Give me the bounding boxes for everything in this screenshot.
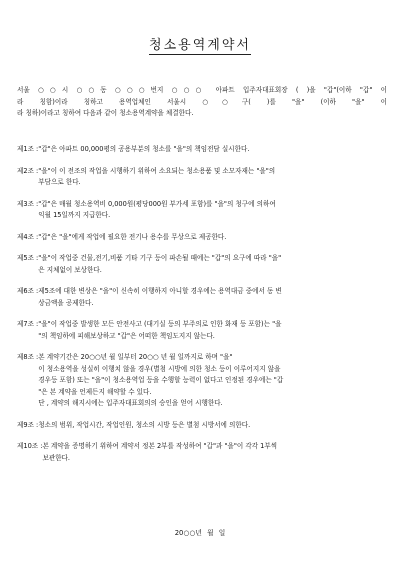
clause-1 — [17, 144, 387, 156]
clause-line: 이 청소용역을 성실히 이행치 않을 경우(별첨 시방에 의한 청소 등이 이루어지지 않을 — [38, 364, 281, 373]
page-title: 청소용역계약서 — [149, 38, 251, 53]
clause-text — [38, 352, 387, 410]
clause-line: 제5조에 대한 변상은 "을"이 신속히 이행하지 아니할 경우에는 용역대금 중에서 동 변 — [38, 287, 282, 295]
intro-line: 라 칭하)이라고 칭하여 다음과 같이 청소용역계약을 체결한다. — [17, 109, 194, 117]
clause-text — [38, 253, 387, 276]
clause-8 — [17, 352, 387, 410]
clause-9 — [17, 420, 387, 432]
clause-text — [38, 319, 387, 342]
clause-line: 보관한다. — [42, 453, 71, 462]
clause-line: 본 계약을 증명하기 위하여 계약서 정본 2부를 작성하여 "갑"과 "을"이 각각 1부씩 — [42, 442, 278, 450]
clause-number: 제1조 : — [17, 145, 39, 153]
clause-line: 부담으로 한다. — [38, 178, 81, 186]
clause-3 — [17, 199, 387, 222]
clause-6 — [17, 286, 387, 309]
clause-line: "의 책임하에 피해보상하고 "갑"은 어떠한 책임도지지 않는다. — [38, 331, 215, 340]
clause-5 — [17, 253, 387, 276]
clause-2 — [17, 166, 387, 189]
clause-number: 제8조 : — [17, 353, 39, 361]
clause-line: 본 계약기간은 20○○년 월 일부터 20○○ 년 월 일까지로 하며 "을" — [38, 353, 233, 361]
clause-7 — [17, 319, 387, 342]
clause-text — [42, 441, 387, 464]
clause-text — [38, 232, 387, 244]
clause-list — [17, 144, 387, 464]
clause-line: "갑"은 매월 청소용역비 0,000원(평당000원 부가세 포함)를 "을"의 청구에 의하여 — [38, 199, 276, 208]
clause-number: 제6조 : — [17, 287, 39, 295]
clause-number: 제7조 : — [17, 320, 39, 328]
intro-line: 서울 ○○시 ○○동 ○○○번지 ○○○ 아파트 입주자대표회장 ( )을 "갑"(이하 "갑" 이 — [17, 86, 387, 94]
intro-line: 라 칭함)이라 칭하고 용역업체인 서울시 ○○구( )를 "을" (이하 "을" 이 — [17, 97, 387, 106]
clause-text — [38, 166, 387, 189]
clause-line: 은 지체없이 보상한다. — [38, 265, 102, 274]
clause-text — [38, 420, 387, 432]
clause-line: "을"이 작업중 건물,전기,비품 기타 기구 등이 파손될 때에는 "갑"의 요구에 따라 "을" — [38, 254, 282, 262]
clause-number: 제4조 : — [17, 232, 39, 241]
clause-line: 단 , 계약의 해지시에는 입주자대표회의의 승인을 얻어 시행한다. — [38, 399, 223, 407]
clause-text — [38, 199, 387, 222]
clause-line: 경우등 포함) 또는 "을"이 청소용역업 등을 수행할 능력이 없다고 인정된 경우에는 "갑 — [38, 376, 284, 384]
clause-line: "은 본 계약을 언제든지 해약할 수 있다. — [38, 387, 152, 396]
clause-line: 청소의 범위, 작업시간, 작업인원, 청소의 시방 등은 별첨 시방서에 의한다. — [38, 420, 251, 429]
intro-paragraph — [17, 85, 387, 120]
clause-text — [38, 144, 387, 156]
contract-date: 20○○년 월 일 — [174, 529, 226, 537]
clause-line: "을"이 이 전조의 작업을 시행하기 위하여 소요되는 청소용품 및 소모자재는 "을"의 — [38, 166, 276, 175]
clause-number: 제2조 : — [17, 166, 39, 175]
clause-number: 제10조 : — [17, 442, 43, 450]
clause-line: "갑"은 "을"에게 작업에 필요한 전기나 용수를 무상으로 제공한다. — [38, 232, 227, 241]
clause-10 — [17, 441, 387, 464]
clause-line: "을"이 작업중 발생한 모든 안전사고 (대기실 등의 부주의로 인한 화재 등 포함)는 "을 — [38, 320, 282, 328]
clause-text — [38, 286, 387, 309]
clause-line: "갑"은 아파트 00,000평의 공용부분의 청소를 "을"의 책임전담 실시한다. — [38, 145, 250, 153]
clause-line: 상금액을 공제한다. — [38, 298, 94, 307]
clause-number: 제3조 : — [17, 199, 39, 208]
clause-number: 제9조 : — [17, 420, 39, 429]
clause-line: 익월 15일까지 지급한다. — [38, 211, 111, 219]
title-underline — [149, 54, 251, 55]
clause-4 — [17, 232, 387, 244]
clause-number: 제5조 : — [17, 254, 39, 262]
